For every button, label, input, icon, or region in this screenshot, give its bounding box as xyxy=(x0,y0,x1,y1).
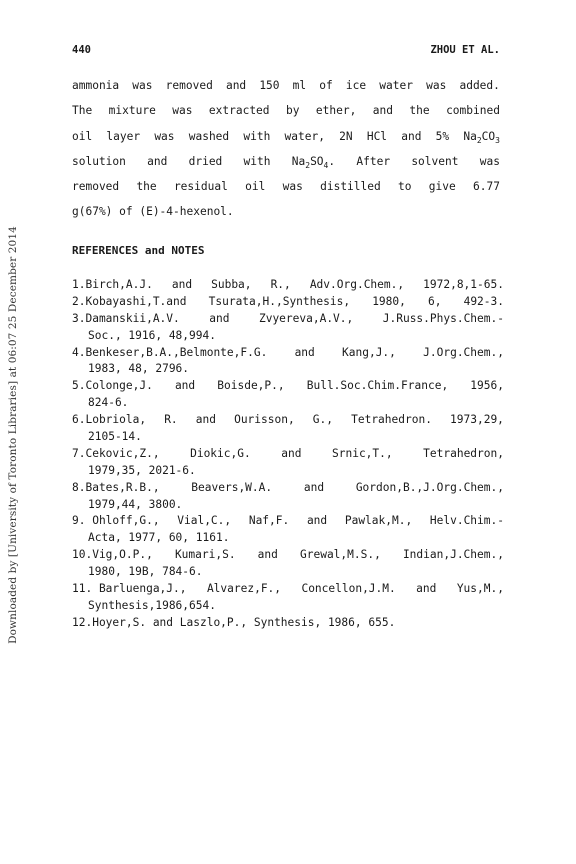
reference-continuation: 1983, 48, 2796. xyxy=(88,362,190,376)
reference-item xyxy=(72,481,504,515)
download-watermark xyxy=(4,220,22,650)
reference-word: Tetrahedron, xyxy=(423,446,504,460)
reference-word: and xyxy=(174,379,196,393)
formula-part: CO xyxy=(481,129,496,143)
reference-word: and xyxy=(257,548,278,562)
reference-word: 8.Bates,R.B., xyxy=(72,480,160,494)
reference-word: and xyxy=(303,480,325,494)
word: was xyxy=(154,129,175,143)
reference-word: Kumari,S. xyxy=(174,548,236,562)
reference-line xyxy=(72,481,504,498)
word: 2N xyxy=(339,129,353,143)
reference-word: 10.Vig,O.P., xyxy=(72,548,153,562)
word: ice xyxy=(345,79,367,92)
word: dried xyxy=(188,154,223,168)
reference-word: Gordon,B.,J.Org.Chem., xyxy=(355,480,504,494)
reference-word: Naf,F. xyxy=(248,514,290,528)
word: HCl xyxy=(366,129,388,143)
reference-word: Ourisson, xyxy=(234,413,295,427)
reference-word: R. xyxy=(164,413,178,427)
word: solvent xyxy=(411,154,459,168)
subscript: 2 xyxy=(476,135,482,145)
body-line xyxy=(72,204,500,229)
reference-line xyxy=(72,413,504,430)
reference-word: and xyxy=(306,514,328,528)
reference-word: 492-3. xyxy=(463,294,504,308)
reference-word: 1956, xyxy=(470,379,504,393)
word: was xyxy=(426,79,447,92)
word: and xyxy=(147,154,168,168)
punctuation: . xyxy=(328,154,336,168)
word: 6.77 xyxy=(473,180,500,194)
formula-part: Na xyxy=(291,154,306,168)
reference-item xyxy=(72,312,504,346)
reference-word: Kang,J., xyxy=(342,345,396,359)
reference-word: Vial,C., xyxy=(177,514,232,528)
formula-na2co3 xyxy=(463,129,500,154)
reference-word: 11. Barluenga,J., xyxy=(72,582,187,596)
word: g(67%) of (E)-4-hexenol. xyxy=(72,205,234,219)
references-list xyxy=(72,278,504,633)
reference-item xyxy=(72,413,504,447)
reference-word: G., xyxy=(312,413,334,427)
reference-word: 1980, xyxy=(372,294,406,308)
reference-word: Diokic,G. xyxy=(190,446,251,460)
running-head: ZHOU ET AL. xyxy=(430,44,500,56)
word: removed xyxy=(165,79,213,92)
word: mixture xyxy=(108,104,156,118)
word: of xyxy=(319,79,333,92)
reference-word: 9. Ohloff,G., xyxy=(72,514,160,528)
reference-word: Grewal,M.S., xyxy=(300,548,381,562)
body-line xyxy=(72,129,500,154)
reference-continuation: 1979,44, 3800. xyxy=(88,497,183,511)
references-heading: REFERENCES and NOTES xyxy=(72,244,205,257)
word: to xyxy=(398,180,412,194)
word: After xyxy=(356,154,391,168)
word: oil xyxy=(72,129,93,143)
word: and xyxy=(401,129,422,143)
body-line xyxy=(72,78,500,103)
word: with xyxy=(243,154,271,168)
reference-continuation: 824-6. xyxy=(88,396,129,410)
word: give xyxy=(428,180,456,194)
word: was xyxy=(172,104,193,118)
word: was xyxy=(479,154,500,168)
body-line xyxy=(72,179,500,204)
reference-item xyxy=(72,379,504,413)
reference-item xyxy=(72,582,504,616)
watermark-text: Downloaded by [University of Toronto Libraries] at 06:07 25 December 2014 xyxy=(7,226,19,644)
reference-word: R., xyxy=(270,278,291,291)
reference-word: Indian,J.Chem., xyxy=(402,548,504,562)
formula-part: Na xyxy=(463,129,477,143)
reference-line xyxy=(72,616,504,633)
word: was xyxy=(132,79,153,92)
word: water, xyxy=(284,129,325,143)
reference-item xyxy=(72,278,504,295)
body-paragraph xyxy=(72,78,500,230)
word: ether, xyxy=(315,104,357,118)
word: layer xyxy=(106,129,141,143)
reference-continuation: 2105-14. xyxy=(88,430,142,444)
reference-item xyxy=(72,616,504,633)
reference-word: Beavers,W.A. xyxy=(191,480,273,494)
reference-item xyxy=(72,447,504,481)
page-header xyxy=(72,44,500,56)
word: extracted xyxy=(208,104,270,118)
word: distilled xyxy=(320,180,381,194)
reference-word: Concellon,J.M. xyxy=(301,582,396,596)
reference-word: and xyxy=(281,446,302,460)
reference-word: Yus,M., xyxy=(456,582,504,596)
reference-word: J.Org.Chem., xyxy=(423,345,504,359)
reference-word: 6, xyxy=(427,294,442,308)
reference-line xyxy=(72,514,504,531)
reference-word: Srnic,T., xyxy=(332,446,393,460)
reference-continuation: Soc., 1916, 48,994. xyxy=(88,328,216,342)
reference-continuation: Acta, 1977, 60, 1161. xyxy=(88,531,230,545)
reference-word: 12.Hoyer,S. and Laszlo,P., Synthesis, 1986, 655. xyxy=(72,615,396,629)
reference-word: Pawlak,M., xyxy=(344,514,413,528)
word: ml xyxy=(292,79,307,92)
reference-word: and xyxy=(416,582,437,596)
formula-na2so4 xyxy=(292,154,335,179)
word: with xyxy=(243,129,271,143)
body-line xyxy=(72,103,500,128)
reference-line xyxy=(72,295,504,312)
reference-word: 1972,8,1-65. xyxy=(423,278,504,291)
word: combined xyxy=(446,104,500,118)
reference-line xyxy=(72,346,504,363)
word: residual xyxy=(173,180,228,194)
reference-word: and xyxy=(171,278,193,291)
word: 5% xyxy=(435,129,450,143)
reference-word: 2.Kobayashi,T.and xyxy=(72,294,187,308)
reference-line xyxy=(72,548,504,565)
reference-item xyxy=(72,548,504,582)
word: solution xyxy=(72,154,126,168)
word: the xyxy=(136,180,157,194)
subscript: 3 xyxy=(495,135,500,145)
reference-word: and xyxy=(195,413,216,427)
word: was xyxy=(282,180,303,194)
word: oil xyxy=(245,180,266,194)
reference-word: 3.Damanskii,A.V. xyxy=(72,311,180,325)
reference-word: Tetrahedron. xyxy=(351,413,432,427)
subscript: 4 xyxy=(323,160,329,170)
reference-word: Helv.Chim.- xyxy=(429,514,504,528)
reference-word: 6.Lobriola, xyxy=(72,413,147,427)
word: removed xyxy=(72,180,120,194)
reference-word: Bull.Soc.Chim.France, xyxy=(306,379,449,393)
formula-part: SO xyxy=(310,154,324,168)
word: The xyxy=(72,104,93,118)
word: and xyxy=(372,104,393,118)
word: 150 xyxy=(259,79,280,92)
reference-word: and xyxy=(294,345,315,359)
word: by xyxy=(285,104,300,118)
reference-word: 7.Cekovic,Z., xyxy=(72,446,160,460)
reference-word: 1.Birch,A.J. xyxy=(72,278,153,291)
reference-word: J.Russ.Phys.Chem.- xyxy=(382,311,504,325)
reference-word: Boisde,P., xyxy=(217,379,285,393)
reference-word: 5.Colonge,J. xyxy=(72,379,153,393)
reference-line xyxy=(72,312,504,329)
page-number: 440 xyxy=(72,44,91,56)
reference-word: and xyxy=(209,311,230,325)
reference-item xyxy=(72,346,504,380)
reference-item xyxy=(72,295,504,312)
word: added. xyxy=(459,79,500,92)
word: ammonia xyxy=(72,79,120,92)
subscript: 2 xyxy=(305,160,311,170)
word: the xyxy=(409,104,430,118)
reference-line xyxy=(72,582,504,599)
reference-item xyxy=(72,514,504,548)
reference-continuation: 1979,35, 2021-6. xyxy=(88,463,196,477)
reference-word: 1973,29, xyxy=(450,413,504,427)
reference-word: Alvarez,F., xyxy=(206,582,282,596)
reference-word: Subba, xyxy=(211,278,252,291)
word: and xyxy=(225,79,247,92)
reference-continuation: 1980, 19B, 784-6. xyxy=(88,565,203,579)
reference-word: 4.Benkeser,B.A.,Belmonte,F.G. xyxy=(72,345,268,359)
reference-word: Tsurata,H.,Synthesis, xyxy=(208,294,351,308)
word: water xyxy=(379,79,413,92)
reference-continuation: Synthesis,1986,654. xyxy=(88,598,216,612)
reference-line xyxy=(72,447,504,464)
reference-word: Zvyereva,A.V., xyxy=(258,311,354,325)
word: washed xyxy=(188,129,230,143)
reference-line xyxy=(72,379,504,396)
reference-line xyxy=(72,278,504,295)
body-line xyxy=(72,154,500,179)
reference-word: Adv.Org.Chem., xyxy=(309,278,405,291)
